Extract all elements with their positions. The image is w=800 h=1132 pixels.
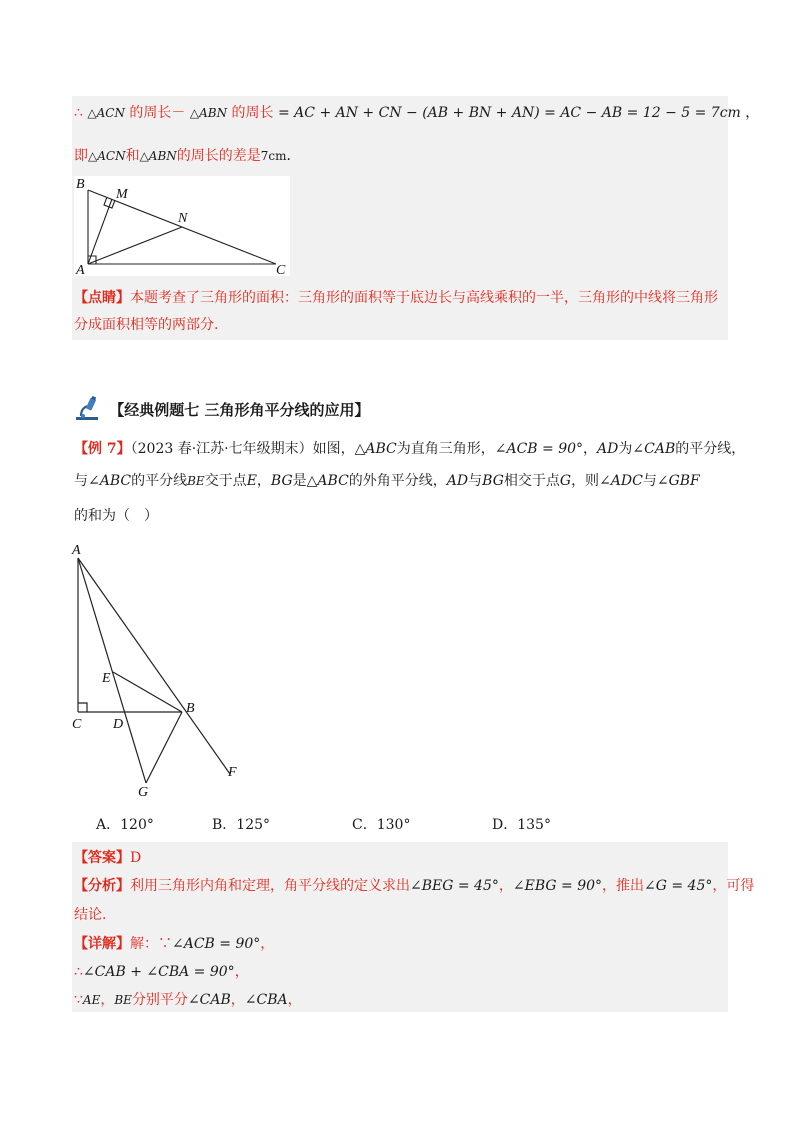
text: 分别平分 xyxy=(131,992,188,1008)
text: ， xyxy=(256,473,271,489)
math: ∠CAB + ∠CBA = 90° xyxy=(82,964,235,980)
example-tag: 【例 7】 xyxy=(74,441,131,457)
label-d: D xyxy=(113,717,124,732)
text: （2023 春·江苏·七年级期末）如图， xyxy=(130,441,355,457)
text: 的平分线 xyxy=(131,473,188,489)
comment-tag: 【点睛】 xyxy=(74,290,130,306)
text: 的周长的差是 xyxy=(176,148,261,164)
text: 相交于点 xyxy=(503,473,560,489)
segment-af xyxy=(78,558,230,774)
analysis-line-2 xyxy=(74,904,106,926)
triangle-abc-figure-1 xyxy=(74,176,290,276)
figure-1-svg xyxy=(74,176,290,276)
choice-letter: A． xyxy=(96,817,121,833)
text: 与 xyxy=(642,473,657,489)
math: E xyxy=(246,473,257,489)
comment-line-2 xyxy=(74,314,218,336)
section-title: 【经典例题七 三角形角平分线的应用】 xyxy=(109,401,370,419)
text: ， xyxy=(498,878,513,894)
therefore-symbol: ∴ xyxy=(74,105,83,121)
section-heading xyxy=(74,396,369,426)
text: 和 xyxy=(125,148,140,164)
math: ∠ADC xyxy=(599,473,643,489)
choice-a[interactable] xyxy=(96,814,154,834)
text: 是 xyxy=(292,473,307,489)
answer-shaded-block xyxy=(72,842,728,1012)
triangle-abn: △ABN xyxy=(189,106,228,120)
detail-line-2 xyxy=(74,961,249,983)
text: 为 xyxy=(618,441,633,457)
math: BE xyxy=(114,993,132,1007)
text: 的和为（ ） xyxy=(74,508,158,524)
text: ，则 xyxy=(571,473,600,489)
text: ， xyxy=(287,992,302,1008)
label-m: M xyxy=(116,187,128,202)
detail-line-3 xyxy=(74,989,302,1011)
text: ， xyxy=(260,936,275,952)
example-line-3 xyxy=(74,505,158,527)
math: ∠GBF xyxy=(656,473,700,489)
text: ，推出 xyxy=(602,878,645,894)
comment-line-1 xyxy=(74,287,718,309)
analysis-line-1 xyxy=(74,875,754,897)
example-line-2 xyxy=(74,470,700,492)
triangle-acn: △ACN xyxy=(87,106,125,120)
choice-b[interactable] xyxy=(212,814,270,834)
math: ∠EBG = 90° xyxy=(512,878,603,894)
label-n: N xyxy=(178,211,188,226)
math: ∠CAB xyxy=(187,992,231,1008)
label-c: C xyxy=(72,717,82,732)
microscope-icon xyxy=(74,396,102,426)
text: 解：∵ xyxy=(130,936,172,952)
difference-value: 7cm xyxy=(260,149,287,163)
triangle-abn: △ABN xyxy=(139,149,177,163)
choice-c[interactable] xyxy=(352,814,410,834)
solution-line-1 xyxy=(74,102,759,124)
math: BG xyxy=(270,473,293,489)
math: BE xyxy=(187,474,205,488)
math: ∠ACB = 90° xyxy=(172,936,261,952)
segment-an xyxy=(88,227,182,264)
math: ∠CBA xyxy=(244,992,288,1008)
choice-value: 125° xyxy=(236,817,271,833)
text: ， xyxy=(230,992,245,1008)
label-b: B xyxy=(186,701,195,716)
text: ，可得 xyxy=(712,878,755,894)
label-c: C xyxy=(276,263,286,276)
text: ， xyxy=(100,992,115,1008)
comment-text: 分成面积相等的两部分. xyxy=(74,317,219,333)
math: AD xyxy=(446,473,469,489)
answer-line xyxy=(74,847,141,869)
text: 利用三角形内角和定理，角平分线的定义求出 xyxy=(130,878,410,894)
label-e: E xyxy=(102,671,111,686)
text: ， xyxy=(583,441,598,457)
math: △ABC xyxy=(306,473,349,489)
math: ∠ABC xyxy=(88,473,132,489)
answer-tag: 【答案】 xyxy=(74,850,130,866)
label-a: A xyxy=(76,263,85,276)
text: ∵ xyxy=(74,992,83,1008)
choice-value: 135° xyxy=(517,817,551,833)
solution-line-2 xyxy=(74,145,301,167)
punctuation: ． xyxy=(286,148,301,164)
text: 与 xyxy=(74,473,88,489)
perimeter-formula: = AC + AN + CN − (AB + BN + AN) = AC − AB = 12 − 5 = 7cm xyxy=(277,105,741,121)
label-a: A xyxy=(72,543,81,558)
right-angle-mark-c xyxy=(78,703,87,712)
comment-text: 本题考查了三角形的面积：三角形的面积等于底边长与高线乘积的一半，三角形的中线将三角形 xyxy=(130,290,718,306)
text: 的外角平分线， xyxy=(348,473,447,489)
text: ∴ xyxy=(74,964,83,980)
label-b: B xyxy=(76,177,85,192)
analysis-tag: 【分析】 xyxy=(74,878,130,894)
punctuation: ， xyxy=(745,105,760,121)
math: AD xyxy=(597,441,619,457)
segment-ag xyxy=(78,558,146,783)
choice-letter: B． xyxy=(212,817,237,833)
detail-line-1 xyxy=(74,933,274,955)
text: 为直角三角形， xyxy=(396,441,495,457)
text: 结论. xyxy=(74,907,107,923)
math: ∠ACB = 90° xyxy=(494,441,584,457)
label-g: G xyxy=(138,785,149,800)
segment-am xyxy=(88,199,112,264)
example-line-1 xyxy=(74,438,745,460)
figure-2-svg xyxy=(66,538,256,800)
math: G xyxy=(559,473,572,489)
text: 的周长－ xyxy=(129,105,186,121)
choice-letter: C． xyxy=(352,817,377,833)
answer-value: D xyxy=(130,850,142,866)
text: 的平分线， xyxy=(675,441,746,457)
math: AE xyxy=(82,993,101,1007)
text: 交于点 xyxy=(204,473,247,489)
triangle-abc-figure-2 xyxy=(66,538,256,800)
text: 即 xyxy=(74,148,88,164)
choice-d[interactable] xyxy=(492,814,551,834)
triangle-acn: △ACN xyxy=(88,149,126,163)
math: ∠G = 45° xyxy=(644,878,713,894)
text: ， xyxy=(234,964,249,980)
choice-letter: D． xyxy=(492,817,518,833)
label-f: F xyxy=(228,765,237,780)
choice-value: 130° xyxy=(376,817,411,833)
math: ∠BEG = 45° xyxy=(410,878,499,894)
segment-bg xyxy=(146,712,182,783)
text: 与 xyxy=(468,473,483,489)
choice-value: 120° xyxy=(120,817,154,833)
math: BG xyxy=(482,473,504,489)
text: 的周长 xyxy=(231,105,274,121)
detail-tag: 【详解】 xyxy=(74,936,130,952)
math: △ABC xyxy=(354,441,397,457)
math: ∠CAB xyxy=(632,441,676,457)
